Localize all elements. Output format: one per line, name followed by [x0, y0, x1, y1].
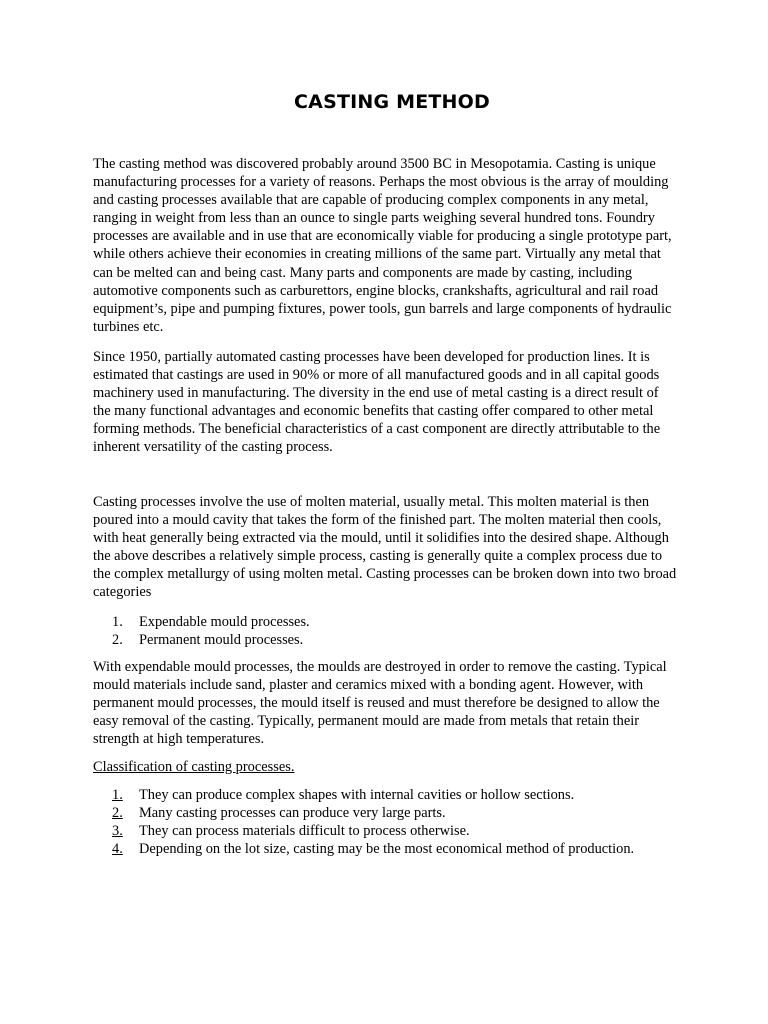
- list-text: Permanent mould processes.: [139, 632, 304, 649]
- list-item: [112, 613, 692, 631]
- paragraph-process: Casting processes involve the use of molten material, usually metal. This molten material is then poured into a mould cavity that takes the form of the finished part. The molten material then cools, with heat generally being extracted via the mould, until it solidifies into the desired shape. Although the above describes a relatively simple process, casting is generally quite a complex process due to the complex metallurgy of using molten metal. Casting processes can be broken down into two broad categories: [93, 494, 677, 601]
- list-item: [112, 786, 692, 804]
- category-list: [112, 613, 692, 649]
- paragraph-history: The casting method was discovered probably around 3500 BC in Mesopotamia. Casting is unique manufacturing processes for a variety of reasons. Perhaps the most obvious is the array of moulding and casting processes available that are capable of producing complex components in any metal, ranging in weight from less than an ounce to single parts weighing several hundred tons. Foundry processes are available and in use that are economically viable for producing a single prototype part, while others achieve their economies in creating millions of the same part. Virtually any metal that can be melted can and being cast. Many parts and components are made by casting, including automotive components such as carburettors, engine blocks, crankshafts, agricultural and rail road equipment’s, pipe and pumping fixtures, power tools, gun barrels and large components of hydraulic turbines etc.: [93, 156, 672, 335]
- classification-list: [112, 786, 692, 858]
- list-number: 2.: [112, 805, 123, 822]
- list-number: 2.: [112, 632, 123, 649]
- paragraph-mould-types: With expendable mould processes, the moulds are destroyed in order to remove the casting. Typical mould materials include sand, plaster and ceramics mixed with a bonding agent. However, with permanent mould processes, the mould itself is reused and must therefore be designed to allow the easy removal of the casting. Typically, permanent mould are made from metals that retain their strength at high temperatures.: [93, 659, 667, 748]
- page-title: CASTING METHOD: [294, 91, 490, 113]
- classification-heading: Classification of casting processes.: [93, 759, 295, 775]
- list-text: Expendable mould processes.: [139, 614, 310, 630]
- list-item: [112, 840, 692, 858]
- list-text: Depending on the lot size, casting may be the most economical method of production.: [139, 841, 635, 858]
- list-item: [112, 804, 692, 822]
- list-text: Many casting processes can produce very large parts.: [139, 805, 446, 822]
- list-number: 1.: [112, 614, 123, 630]
- list-text: They can process materials difficult to process otherwise.: [139, 823, 470, 840]
- list-item: [112, 822, 692, 840]
- list-number: 3.: [112, 823, 123, 840]
- list-number: 1.: [112, 787, 123, 803]
- paragraph-automation: Since 1950, partially automated casting processes have been developed for production lines. It is estimated that castings are used in 90% or more of all manufactured goods and in all capital goods machinery used in manufacturing. The diversity in the end use of metal casting is a direct result of the many functional advantages and economic benefits that casting offer compared to other metal forming methods. The beneficial characteristics of a cast component are directly attributable to the inherent versatility of the casting process.: [93, 349, 661, 456]
- list-item: [112, 631, 692, 649]
- list-text: They can produce complex shapes with internal cavities or hollow sections.: [139, 787, 575, 803]
- list-number: 4.: [112, 841, 123, 858]
